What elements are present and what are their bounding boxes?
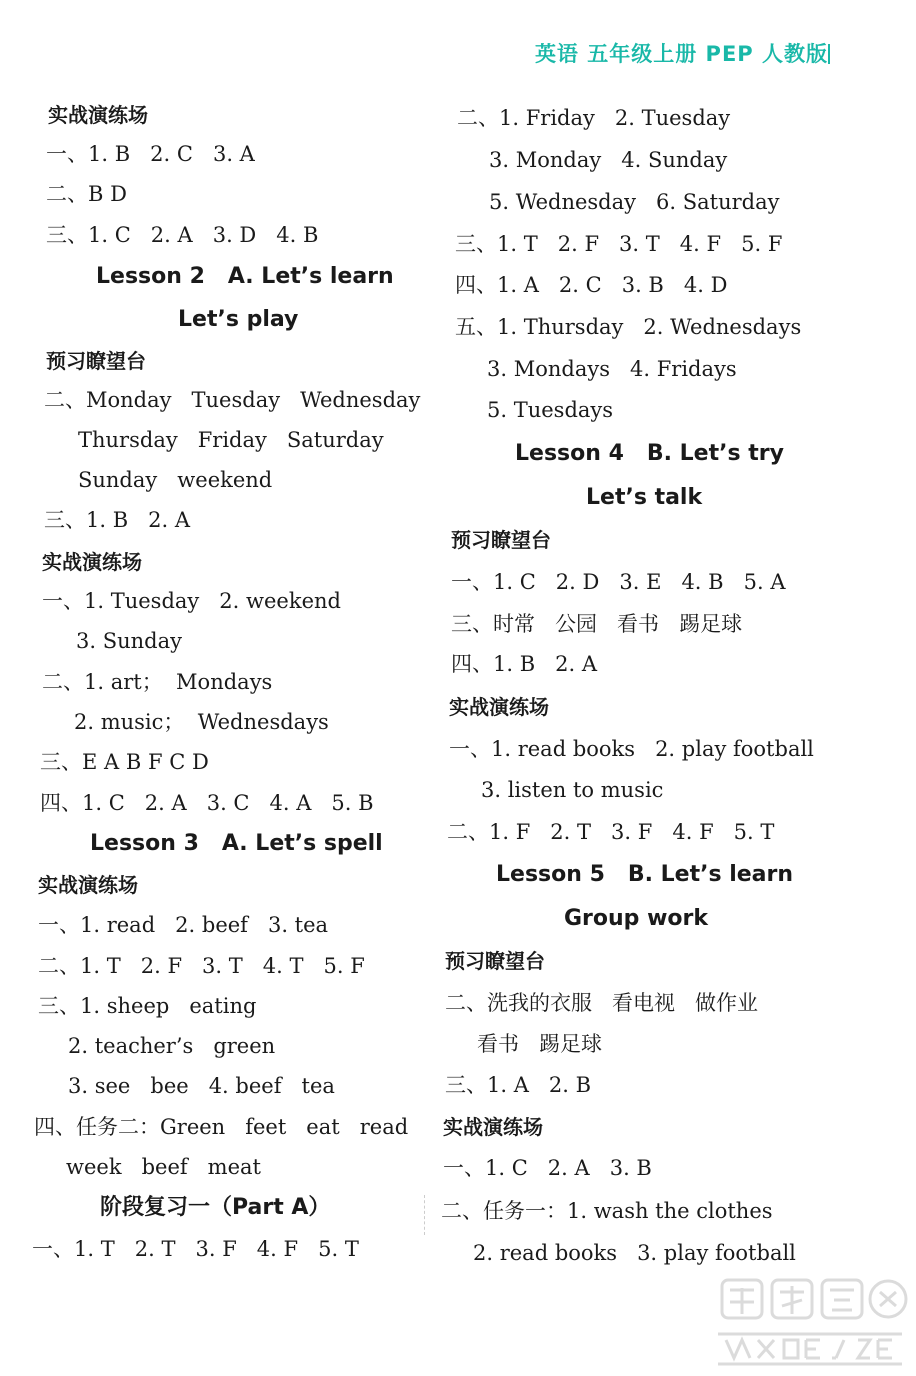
section-heading: 实战演练场 [38, 873, 138, 897]
answer-line: 2. read books 3. play football [473, 1241, 796, 1265]
answer-line: 四、1. C 2. A 3. C 4. A 5. B [40, 791, 374, 815]
lesson-title: Lesson 3 A. Let’s spell [90, 831, 383, 856]
answer-line: 一、1. read books 2. play football [449, 737, 814, 761]
section-heading: 实战演练场 [42, 550, 142, 574]
answer-line: 一、1. T 2. T 3. F 4. F 5. T [32, 1237, 359, 1261]
answer-line: 二、1. Friday 2. Tuesday [457, 106, 731, 130]
answer-line: 3. Monday 4. Sunday [489, 148, 728, 172]
answer-line: 二、1. F 2. T 3. F 4. F 5. T [447, 820, 775, 844]
answer-line: 3. see bee 4. beef tea [68, 1074, 335, 1098]
answer-line: 5. Tuesdays [487, 398, 614, 422]
answer-line: week beef meat [66, 1155, 261, 1179]
answer-line: 三、1. C 2. A 3. D 4. B [46, 223, 319, 247]
header-accent-bar [828, 44, 830, 64]
answer-line: 二、Monday Tuesday Wednesday [44, 388, 421, 412]
lesson-subtitle: Let’s talk [586, 485, 703, 510]
section-heading: 预习瞭望台 [451, 528, 551, 552]
answer-line: 二、洗我的衣服 看电视 做作业 [445, 991, 759, 1015]
answer-line: 三、1. sheep eating [38, 994, 257, 1018]
answer-line: Thursday Friday Saturday [78, 428, 384, 452]
lesson-title: Lesson 5 B. Let’s learn [496, 862, 794, 887]
answer-line: 二、B D [46, 182, 127, 206]
answer-line: 一、1. C 2. A 3. B [443, 1156, 652, 1180]
answer-line: 3. Sunday [76, 629, 182, 653]
section-heading: 预习瞭望台 [46, 349, 146, 373]
answer-line: 2. music； Wednesdays [74, 710, 329, 734]
answer-line: 5. Wednesday 6. Saturday [489, 190, 780, 214]
review-title: 阶段复习一（Part A） [100, 1195, 331, 1220]
answer-line: 四、1. A 2. C 3. B 4. D [455, 273, 728, 297]
answer-line: 一、1. Tuesday 2. weekend [42, 589, 341, 613]
page-header: 英语 五年级上册 PEP 人教版 [534, 42, 828, 66]
lesson-title: Lesson 2 A. Let’s learn [96, 264, 394, 289]
section-heading: 实战演练场 [48, 103, 148, 127]
lesson-subtitle: Group work [564, 906, 709, 931]
answer-line: 三、E A B F C D [40, 750, 209, 774]
answer-line: 三、1. T 2. F 3. T 4. F 5. F [455, 232, 783, 256]
answer-line: 一、1. read 2. beef 3. tea [38, 913, 329, 937]
answer-line: 三、1. A 2. B [445, 1073, 592, 1097]
answer-line: 三、1. B 2. A [44, 508, 191, 532]
lesson-title: Lesson 4 B. Let’s try [515, 441, 784, 466]
answer-line: 二、1. art； Mondays [42, 670, 273, 694]
section-heading: 预习瞭望台 [445, 949, 545, 973]
answer-line: 五、1. Thursday 2. Wednesdays [455, 315, 802, 339]
section-heading: 实战演练场 [443, 1115, 543, 1139]
answer-line: 看书 踢足球 [477, 1032, 603, 1056]
answer-line: 一、1. B 2. C 3. A [46, 142, 255, 166]
answer-line: 二、1. T 2. F 3. T 4. T 5. F [38, 954, 365, 978]
answer-line: 三、时常 公园 看书 踢足球 [451, 612, 743, 636]
answer-line: 二、任务一：1. wash the clothes [441, 1199, 773, 1223]
answer-line: 四、1. B 2. A [451, 652, 598, 676]
answer-line: Sunday weekend [78, 468, 273, 492]
answer-line: 3. Mondays 4. Fridays [487, 357, 737, 381]
answer-line: 2. teacher’s green [68, 1034, 276, 1058]
answer-line: 一、1. C 2. D 3. E 4. B 5. A [451, 570, 786, 594]
section-heading: 实战演练场 [449, 695, 549, 719]
watermark-logo [710, 1274, 910, 1370]
answer-line: 四、任务二：Green feet eat read [34, 1115, 409, 1139]
answer-line: 3. listen to music [481, 778, 664, 802]
column-divider [424, 1195, 425, 1235]
lesson-subtitle: Let’s play [178, 307, 299, 332]
